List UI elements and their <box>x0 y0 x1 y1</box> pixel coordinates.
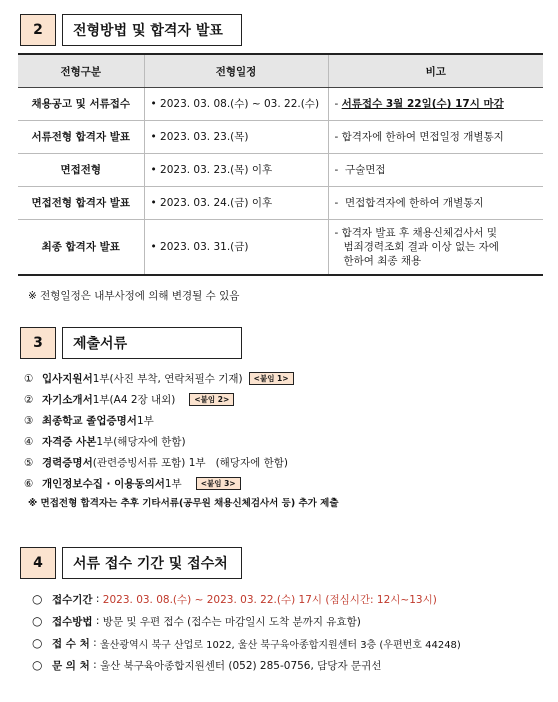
note-cell: - 합격자에 한하여 면접일정 개별통지 <box>328 121 543 154</box>
document-detail: 1부 <box>136 415 154 427</box>
date-cell: • 2023. 03. 23.(목) <box>144 121 328 154</box>
table-header-row <box>18 54 543 88</box>
date-cell: • 2023. 03. 24.(금) 이후 <box>144 187 328 220</box>
section-2-heading <box>20 14 242 46</box>
info-label: 접수기간 <box>52 593 93 606</box>
document-detail: 1부(사진 부착, 연락처필수 기재) <box>92 373 243 385</box>
documents-footnote <box>24 494 339 510</box>
date-text: 2023. 03. 23.(목) 이후 <box>160 163 273 176</box>
info-value: 방문 및 우편 접수 (접수는 마감일시 도착 분까지 유효함) <box>102 615 361 628</box>
document-detail: (관련증빙서류 포함) 1부 (해당자에 한함) <box>92 457 288 469</box>
list-item <box>24 368 339 389</box>
col-header: 전형일정 <box>144 54 328 88</box>
circle-bullet-icon: ○ <box>32 614 43 628</box>
note-text: 구술면접 <box>344 163 386 176</box>
date-text: 2023. 03. 08.(수) ~ 03. 22.(수) <box>160 97 320 110</box>
list-item <box>24 473 339 494</box>
table-row <box>18 121 543 154</box>
note-cell: - 구술면접 <box>328 154 543 187</box>
item-number: ③ <box>24 414 34 427</box>
item-number: ② <box>24 393 34 406</box>
date-cell: • 2023. 03. 31.(금) <box>144 220 328 276</box>
stage-cell: 최종 합격자 발표 <box>18 220 144 276</box>
note-text: 면접합격자에 한하여 개별통지 <box>344 196 484 209</box>
col-header: 비고 <box>328 54 543 88</box>
info-label: 접수방법 <box>52 615 93 628</box>
attachment-badge: <붙임 1> <box>249 372 294 385</box>
section-number: 4 <box>20 547 56 579</box>
note-cell <box>328 220 543 276</box>
item-number: ⑤ <box>24 456 34 469</box>
document-detail: 1부(해당자에 한함) <box>96 436 186 448</box>
submission-info <box>32 588 461 676</box>
list-item <box>24 410 339 431</box>
table-row <box>18 187 543 220</box>
info-value: 울산광역시 북구 산업로 1022, 울산 북구육아종합지원센터 3층 (우편번호 44248) <box>99 639 461 651</box>
section-title: 제출서류 <box>62 327 242 359</box>
stage-cell: 서류전형 합격자 발표 <box>18 121 144 154</box>
document-detail: 1부 <box>164 478 182 490</box>
note-text: 합격자에 한하여 면접일정 개별통지 <box>341 130 504 143</box>
date-cell: • 2023. 03. 08.(수) ~ 03. 22.(수) <box>144 88 328 121</box>
info-label: 접 수 처 <box>52 637 90 650</box>
date-text: 2023. 03. 23.(목) <box>160 130 249 143</box>
document-name: 자격증 사본 <box>42 436 97 448</box>
attachment-badge: <붙임 2> <box>189 393 234 406</box>
document-name: 최종학교 졸업증명서 <box>42 415 137 427</box>
col-header: 전형구분 <box>18 54 144 88</box>
document-detail: 1부(A4 2장 내외) <box>92 394 176 406</box>
stage-cell: 면접전형 <box>18 154 144 187</box>
date-text: 2023. 03. 24.(금) 이후 <box>160 196 273 209</box>
note-cell: - 면접합격자에 한하여 개별통지 <box>328 187 543 220</box>
required-documents-list <box>24 368 339 510</box>
section-4-heading <box>20 547 242 579</box>
date-cell: • 2023. 03. 23.(목) 이후 <box>144 154 328 187</box>
section-title: 전형방법 및 합격자 발표 <box>62 14 242 46</box>
stage-cell: 채용공고 및 서류접수 <box>18 88 144 121</box>
note-line: 한하여 최종 채용 <box>343 255 422 268</box>
info-row: ○ 접수방법 : 방문 및 우편 접수 (접수는 마감일시 도착 분까지 유효함) <box>32 614 361 628</box>
info-value: 2023. 03. 08.(수) ~ 2023. 03. 22.(수) 17시 (점심시간: 12시~13시) <box>102 593 437 606</box>
circle-bullet-icon: ○ <box>32 636 43 650</box>
circle-bullet-icon: ○ <box>32 658 43 672</box>
info-row: ○ 접 수 처 : 울산광역시 북구 산업로 1022, 울산 북구육아종합지원센터 3층 (우편번호 44248) <box>32 636 461 651</box>
section-number: 2 <box>20 14 56 46</box>
document-name: 입사지원서 <box>42 373 93 385</box>
table-row <box>18 154 543 187</box>
info-row: ○ 접수기간 : 2023. 03. 08.(수) ~ 2023. 03. 22.(수) 17시 (점심시간: 12시~13시) <box>32 592 437 606</box>
section-title: 서류 접수 기간 및 접수처 <box>62 547 242 579</box>
footnote-text: ※ 면접전형 합격자는 추후 기타서류(공무원 채용신체검사서 등) 추가 제출 <box>28 498 339 509</box>
stage-cell: 면접전형 합격자 발표 <box>18 187 144 220</box>
table-row <box>18 88 543 121</box>
note-line: - 합격자 발표 후 채용신체검사서 및 <box>334 226 497 239</box>
info-label: 문 의 처 <box>52 659 90 672</box>
document-name: 개인정보수집 · 이용동의서 <box>42 478 165 490</box>
section-3-heading <box>20 327 242 359</box>
table-row <box>18 220 543 276</box>
section-number: 3 <box>20 327 56 359</box>
info-value: 울산 북구육아종합지원센터 (052) 285-0756, 담당자 문귀선 <box>99 659 382 672</box>
schedule-footnote: ※ 전형일정은 내부사정에 의해 변경될 수 있음 <box>28 290 240 302</box>
date-text: 2023. 03. 31.(금) <box>160 240 249 253</box>
circle-bullet-icon: ○ <box>32 592 43 606</box>
info-row: ○ 문 의 처 : 울산 북구육아종합지원센터 (052) 285-0756, 담당자 문귀선 <box>32 658 382 672</box>
list-item <box>24 431 339 452</box>
note-line: 범죄경력조회 결과 이상 없는 자에 <box>343 240 499 253</box>
note-cell: - 서류접수 3월 22일(수) 17시 마감 <box>328 88 543 121</box>
document-name: 자기소개서 <box>42 394 93 406</box>
list-item <box>24 452 339 473</box>
note-text: 서류접수 3월 22일(수) 17시 마감 <box>341 97 504 110</box>
item-number: ④ <box>24 435 34 448</box>
item-number: ① <box>24 372 34 385</box>
attachment-badge: <붙임 3> <box>196 477 241 490</box>
document-name: 경력증명서 <box>42 457 93 469</box>
item-number: ⑥ <box>24 477 34 490</box>
schedule-table <box>18 53 543 276</box>
list-item <box>24 389 339 410</box>
